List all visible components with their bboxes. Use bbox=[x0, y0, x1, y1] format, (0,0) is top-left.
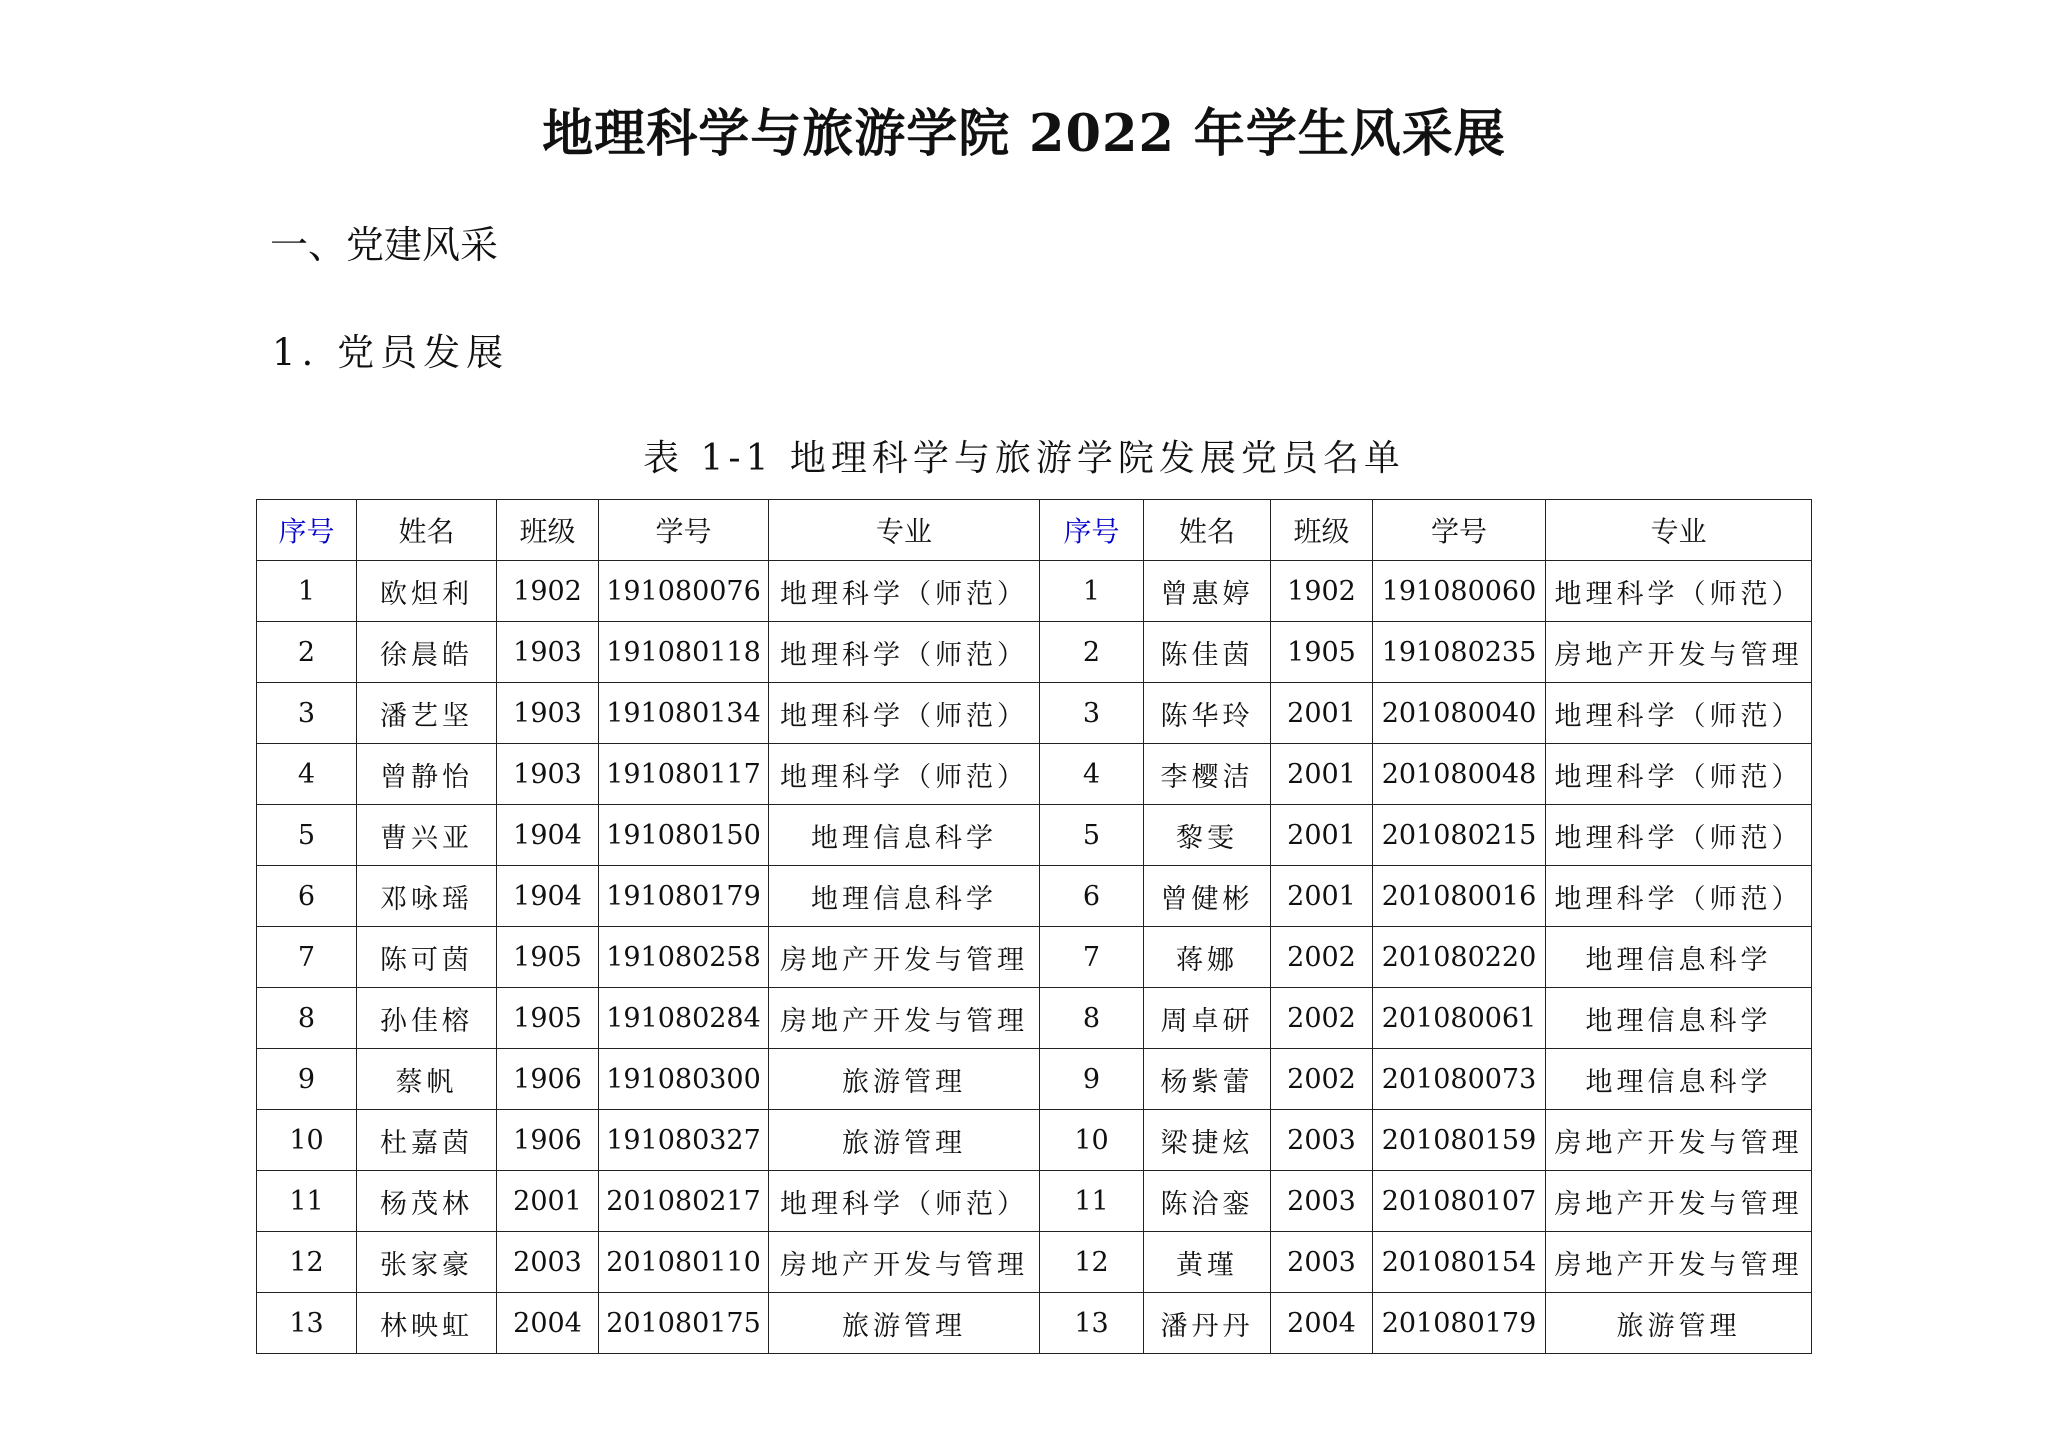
cell-student-id: 191080076 bbox=[599, 561, 769, 622]
cell-major: 地理信息科学 bbox=[769, 866, 1040, 927]
cell-class: 2002 bbox=[1271, 988, 1373, 1049]
cell-major: 房地产开发与管理 bbox=[1546, 1232, 1812, 1293]
cell-name: 邓咏瑶 bbox=[357, 866, 497, 927]
sub-heading: 1. 党员发展 bbox=[272, 331, 510, 374]
cell-major: 地理科学（师范） bbox=[769, 561, 1040, 622]
cell-class: 1903 bbox=[497, 622, 599, 683]
cell-major: 地理科学（师范） bbox=[1546, 561, 1812, 622]
cell-class: 1904 bbox=[497, 866, 599, 927]
cell-student-id: 201080048 bbox=[1373, 744, 1546, 805]
cell-class: 2002 bbox=[1271, 1049, 1373, 1110]
table-row bbox=[257, 1049, 1812, 1110]
table-caption: 表 1-1 地理科学与旅游学院发展党员名单 bbox=[643, 438, 1405, 479]
cell-major: 房地产开发与管理 bbox=[1546, 1171, 1812, 1232]
cell-major: 房地产开发与管理 bbox=[769, 927, 1040, 988]
cell-class: 1906 bbox=[497, 1110, 599, 1171]
cell-index: 13 bbox=[257, 1293, 357, 1354]
table-row bbox=[257, 744, 1812, 805]
cell-index: 12 bbox=[257, 1232, 357, 1293]
cell-name: 蒋娜 bbox=[1144, 927, 1271, 988]
cell-major: 房地产开发与管理 bbox=[769, 1232, 1040, 1293]
cell-name: 陈佳茵 bbox=[1144, 622, 1271, 683]
cell-student-id: 201080215 bbox=[1373, 805, 1546, 866]
cell-class: 2004 bbox=[1271, 1293, 1373, 1354]
cell-index: 3 bbox=[257, 683, 357, 744]
cell-index: 12 bbox=[1040, 1232, 1144, 1293]
cell-index: 8 bbox=[257, 988, 357, 1049]
header-class: 班级 bbox=[497, 500, 599, 561]
table-row bbox=[257, 561, 1812, 622]
cell-class: 2003 bbox=[1271, 1110, 1373, 1171]
cell-index: 9 bbox=[257, 1049, 357, 1110]
table-row bbox=[257, 805, 1812, 866]
cell-class: 2001 bbox=[1271, 683, 1373, 744]
cell-index: 1 bbox=[1040, 561, 1144, 622]
cell-index: 11 bbox=[257, 1171, 357, 1232]
cell-student-id: 191080284 bbox=[599, 988, 769, 1049]
cell-class: 2001 bbox=[497, 1171, 599, 1232]
cell-index: 10 bbox=[257, 1110, 357, 1171]
cell-name: 陈华玲 bbox=[1144, 683, 1271, 744]
cell-name: 陈可茵 bbox=[357, 927, 497, 988]
cell-major: 地理科学（师范） bbox=[1546, 805, 1812, 866]
cell-student-id: 201080179 bbox=[1373, 1293, 1546, 1354]
cell-major: 地理信息科学 bbox=[769, 805, 1040, 866]
cell-class: 2003 bbox=[497, 1232, 599, 1293]
cell-name: 杨紫蕾 bbox=[1144, 1049, 1271, 1110]
cell-student-id: 201080220 bbox=[1373, 927, 1546, 988]
table-row bbox=[257, 1171, 1812, 1232]
cell-major: 房地产开发与管理 bbox=[1546, 1110, 1812, 1171]
cell-student-id: 191080300 bbox=[599, 1049, 769, 1110]
header-name: 姓名 bbox=[357, 500, 497, 561]
cell-name: 潘丹丹 bbox=[1144, 1293, 1271, 1354]
table-row bbox=[257, 1293, 1812, 1354]
cell-index: 10 bbox=[1040, 1110, 1144, 1171]
cell-index: 8 bbox=[1040, 988, 1144, 1049]
cell-class: 2002 bbox=[1271, 927, 1373, 988]
header-index: 序号 bbox=[257, 500, 357, 561]
cell-student-id: 191080235 bbox=[1373, 622, 1546, 683]
cell-student-id: 201080040 bbox=[1373, 683, 1546, 744]
cell-class: 2004 bbox=[497, 1293, 599, 1354]
cell-student-id: 201080061 bbox=[1373, 988, 1546, 1049]
cell-name: 曾静怡 bbox=[357, 744, 497, 805]
header-major: 专业 bbox=[769, 500, 1040, 561]
cell-class: 1903 bbox=[497, 683, 599, 744]
cell-major: 旅游管理 bbox=[769, 1293, 1040, 1354]
cell-name: 曾惠婷 bbox=[1144, 561, 1271, 622]
cell-major: 地理科学（师范） bbox=[1546, 744, 1812, 805]
cell-class: 2003 bbox=[1271, 1232, 1373, 1293]
cell-index: 2 bbox=[257, 622, 357, 683]
cell-name: 张家豪 bbox=[357, 1232, 497, 1293]
cell-name: 杜嘉茵 bbox=[357, 1110, 497, 1171]
cell-student-id: 201080016 bbox=[1373, 866, 1546, 927]
header-index: 序号 bbox=[1040, 500, 1144, 561]
cell-student-id: 191080134 bbox=[599, 683, 769, 744]
cell-index: 4 bbox=[1040, 744, 1144, 805]
cell-class: 1905 bbox=[1271, 622, 1373, 683]
cell-class: 1902 bbox=[497, 561, 599, 622]
cell-index: 2 bbox=[1040, 622, 1144, 683]
cell-index: 4 bbox=[257, 744, 357, 805]
cell-major: 旅游管理 bbox=[769, 1049, 1040, 1110]
cell-major: 地理科学（师范） bbox=[1546, 866, 1812, 927]
cell-major: 地理科学（师范） bbox=[769, 683, 1040, 744]
cell-class: 1904 bbox=[497, 805, 599, 866]
cell-student-id: 191080060 bbox=[1373, 561, 1546, 622]
table-row bbox=[257, 866, 1812, 927]
cell-name: 孙佳榕 bbox=[357, 988, 497, 1049]
cell-major: 房地产开发与管理 bbox=[769, 988, 1040, 1049]
cell-student-id: 201080175 bbox=[599, 1293, 769, 1354]
table-row bbox=[257, 1110, 1812, 1171]
cell-index: 5 bbox=[1040, 805, 1144, 866]
cell-name: 周卓研 bbox=[1144, 988, 1271, 1049]
cell-name: 欧炟利 bbox=[357, 561, 497, 622]
cell-index: 6 bbox=[257, 866, 357, 927]
cell-major: 地理信息科学 bbox=[1546, 988, 1812, 1049]
cell-major: 地理科学（师范） bbox=[1546, 683, 1812, 744]
cell-index: 11 bbox=[1040, 1171, 1144, 1232]
header-student-id: 学号 bbox=[599, 500, 769, 561]
cell-index: 6 bbox=[1040, 866, 1144, 927]
table-row bbox=[257, 622, 1812, 683]
cell-class: 1906 bbox=[497, 1049, 599, 1110]
cell-class: 1905 bbox=[497, 988, 599, 1049]
cell-class: 2001 bbox=[1271, 866, 1373, 927]
cell-name: 曾健彬 bbox=[1144, 866, 1271, 927]
cell-class: 2001 bbox=[1271, 744, 1373, 805]
cell-class: 2001 bbox=[1271, 805, 1373, 866]
cell-index: 7 bbox=[1040, 927, 1144, 988]
cell-name: 黄瑾 bbox=[1144, 1232, 1271, 1293]
cell-major: 地理信息科学 bbox=[1546, 927, 1812, 988]
cell-name: 梁捷炫 bbox=[1144, 1110, 1271, 1171]
cell-index: 5 bbox=[257, 805, 357, 866]
cell-name: 林映虹 bbox=[357, 1293, 497, 1354]
cell-student-id: 191080117 bbox=[599, 744, 769, 805]
cell-name: 黎雯 bbox=[1144, 805, 1271, 866]
cell-major: 地理信息科学 bbox=[1546, 1049, 1812, 1110]
cell-major: 地理科学（师范） bbox=[769, 744, 1040, 805]
cell-name: 潘艺坚 bbox=[357, 683, 497, 744]
cell-student-id: 191080258 bbox=[599, 927, 769, 988]
table-row bbox=[257, 683, 1812, 744]
cell-student-id: 201080159 bbox=[1373, 1110, 1546, 1171]
table-row bbox=[257, 988, 1812, 1049]
cell-class: 2003 bbox=[1271, 1171, 1373, 1232]
cell-index: 3 bbox=[1040, 683, 1144, 744]
cell-student-id: 201080107 bbox=[1373, 1171, 1546, 1232]
cell-index: 7 bbox=[257, 927, 357, 988]
cell-class: 1905 bbox=[497, 927, 599, 988]
header-student-id: 学号 bbox=[1373, 500, 1546, 561]
cell-class: 1903 bbox=[497, 744, 599, 805]
cell-name: 曹兴亚 bbox=[357, 805, 497, 866]
cell-student-id: 191080327 bbox=[599, 1110, 769, 1171]
cell-student-id: 201080217 bbox=[599, 1171, 769, 1232]
cell-index: 1 bbox=[257, 561, 357, 622]
cell-name: 杨茂林 bbox=[357, 1171, 497, 1232]
cell-major: 房地产开发与管理 bbox=[1546, 622, 1812, 683]
table-row bbox=[257, 1232, 1812, 1293]
cell-major: 旅游管理 bbox=[1546, 1293, 1812, 1354]
cell-name: 蔡帆 bbox=[357, 1049, 497, 1110]
cell-student-id: 191080118 bbox=[599, 622, 769, 683]
cell-name: 陈洽銮 bbox=[1144, 1171, 1271, 1232]
cell-name: 李樱洁 bbox=[1144, 744, 1271, 805]
party-member-table bbox=[256, 499, 1812, 1354]
cell-student-id: 191080179 bbox=[599, 866, 769, 927]
cell-major: 地理科学（师范） bbox=[769, 1171, 1040, 1232]
cell-major: 旅游管理 bbox=[769, 1110, 1040, 1171]
table-body bbox=[257, 561, 1812, 1354]
cell-class: 1902 bbox=[1271, 561, 1373, 622]
table-row bbox=[257, 927, 1812, 988]
header-name: 姓名 bbox=[1144, 500, 1271, 561]
cell-index: 9 bbox=[1040, 1049, 1144, 1110]
document-title: 地理科学与旅游学院 2022 年学生风采展 bbox=[542, 104, 1506, 164]
cell-student-id: 191080150 bbox=[599, 805, 769, 866]
cell-major: 地理科学（师范） bbox=[769, 622, 1040, 683]
cell-student-id: 201080154 bbox=[1373, 1232, 1546, 1293]
cell-student-id: 201080110 bbox=[599, 1232, 769, 1293]
table-header-row bbox=[257, 500, 1812, 561]
header-major: 专业 bbox=[1546, 500, 1812, 561]
cell-student-id: 201080073 bbox=[1373, 1049, 1546, 1110]
header-class: 班级 bbox=[1271, 500, 1373, 561]
cell-name: 徐晨皓 bbox=[357, 622, 497, 683]
section-heading: 一、党建风采 bbox=[270, 223, 499, 267]
cell-index: 13 bbox=[1040, 1293, 1144, 1354]
